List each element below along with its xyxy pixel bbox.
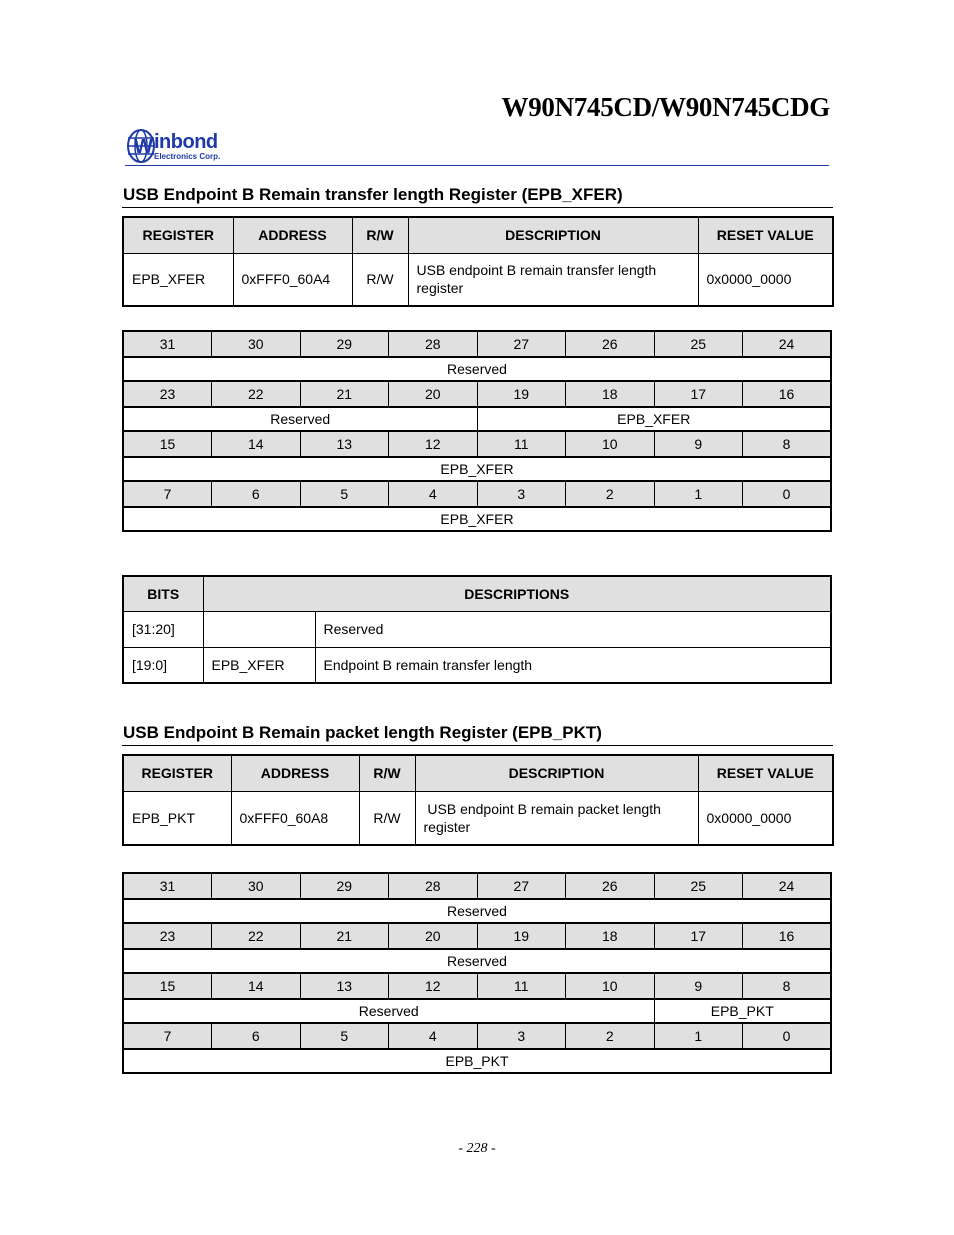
document-title: W90N745CD/W90N745CDG xyxy=(501,92,830,122)
cell-description: Reserved xyxy=(315,611,831,647)
bit-number-row xyxy=(123,381,831,407)
bit-field: EPB_PKT xyxy=(123,1049,831,1073)
logo-word: inbond xyxy=(154,131,218,153)
col-header-descriptions: DESCRIPTIONS xyxy=(203,576,831,611)
cell-rw: R/W xyxy=(352,253,408,306)
bit-field-row xyxy=(123,507,831,531)
bit-number: 31 xyxy=(123,873,212,899)
cell-description: USB endpoint B remain packet length register xyxy=(415,791,698,845)
bit-number: 16 xyxy=(743,381,832,407)
col-header-reset-value: RESET VALUE xyxy=(698,217,833,253)
cell-bits: [19:0] xyxy=(123,647,203,683)
bit-number: 28 xyxy=(389,331,478,357)
bit-number: 12 xyxy=(389,973,478,999)
bit-number: 2 xyxy=(566,481,655,507)
bit-number: 20 xyxy=(389,381,478,407)
bit-number: 9 xyxy=(654,973,743,999)
cell-reset-value: 0x0000_0000 xyxy=(698,791,833,845)
bit-number: 30 xyxy=(212,331,301,357)
bit-number: 14 xyxy=(212,973,301,999)
bit-number: 14 xyxy=(212,431,301,457)
bit-number-row xyxy=(123,923,831,949)
bit-field: Reserved xyxy=(123,407,477,431)
bit-number: 0 xyxy=(743,481,832,507)
section2-title: USB Endpoint B Remain packet length Register (EPB_PKT) xyxy=(123,723,602,742)
bit-number: 3 xyxy=(477,1023,566,1049)
page-number: - 228 - xyxy=(458,1141,496,1156)
bit-number: 7 xyxy=(123,481,212,507)
cell-field xyxy=(203,611,315,647)
col-header-reset-value: RESET VALUE xyxy=(698,755,833,791)
bit-field: EPB_XFER xyxy=(477,407,831,431)
bit-number: 13 xyxy=(300,431,389,457)
bit-field: EPB_XFER xyxy=(123,507,831,531)
bit-number: 19 xyxy=(477,923,566,949)
col-header-description: DESCRIPTION xyxy=(408,217,698,253)
bit-field-row xyxy=(123,1049,831,1073)
bit-number: 5 xyxy=(300,1023,389,1049)
col-header-bits: BITS xyxy=(123,576,203,611)
cell-reset-value: 0x0000_0000 xyxy=(698,253,833,306)
bit-number: 24 xyxy=(743,873,832,899)
bit-number: 27 xyxy=(477,873,566,899)
bit-number: 16 xyxy=(743,923,832,949)
cell-address: 0xFFF0_60A4 xyxy=(233,253,352,306)
bit-field-row xyxy=(123,357,831,381)
bit-field-row xyxy=(123,457,831,481)
bit-number: 18 xyxy=(566,923,655,949)
bit-number-row xyxy=(123,973,831,999)
section1-bit-table xyxy=(122,330,832,532)
cell-rw: R/W xyxy=(359,791,415,845)
bit-number: 21 xyxy=(300,923,389,949)
bit-number: 22 xyxy=(212,381,301,407)
bit-number: 8 xyxy=(743,973,832,999)
bit-number: 12 xyxy=(389,431,478,457)
bit-number: 30 xyxy=(212,873,301,899)
cell-address: 0xFFF0_60A8 xyxy=(231,791,359,845)
logo-subtitle: Electronics Corp. xyxy=(154,152,221,161)
col-header-register: REGISTER xyxy=(123,217,233,253)
bit-number-row xyxy=(123,873,831,899)
bit-number: 25 xyxy=(654,331,743,357)
col-header-rw: R/W xyxy=(352,217,408,253)
bit-number: 31 xyxy=(123,331,212,357)
section1-title: USB Endpoint B Remain transfer length Register (EPB_XFER) xyxy=(123,185,623,204)
bit-number: 25 xyxy=(654,873,743,899)
bit-number: 11 xyxy=(477,431,566,457)
bit-number: 3 xyxy=(477,481,566,507)
bit-number: 22 xyxy=(212,923,301,949)
col-header-description: DESCRIPTION xyxy=(415,755,698,791)
cell-bits: [31:20] xyxy=(123,611,203,647)
cell-description: USB endpoint B remain transfer length register xyxy=(408,253,698,306)
col-header-address: ADDRESS xyxy=(231,755,359,791)
bit-number: 23 xyxy=(123,923,212,949)
header-rule xyxy=(125,165,829,166)
section2-bit-table xyxy=(122,872,832,1074)
col-header-rw: R/W xyxy=(359,755,415,791)
bit-number: 11 xyxy=(477,973,566,999)
bit-number: 2 xyxy=(566,1023,655,1049)
bit-number: 1 xyxy=(654,1023,743,1049)
bit-number: 29 xyxy=(300,873,389,899)
col-header-address: ADDRESS xyxy=(233,217,352,253)
bit-number: 10 xyxy=(566,431,655,457)
bit-number: 9 xyxy=(654,431,743,457)
bit-field: Reserved xyxy=(123,357,831,381)
cell-register: EPB_XFER xyxy=(123,253,233,306)
bit-number-row xyxy=(123,331,831,357)
section2-rule xyxy=(122,745,833,746)
bit-field: EPB_PKT xyxy=(654,999,831,1023)
bit-field-row xyxy=(123,949,831,973)
bit-number: 19 xyxy=(477,381,566,407)
section1-rule xyxy=(122,207,833,208)
bit-number-row xyxy=(123,481,831,507)
bit-number: 17 xyxy=(654,381,743,407)
cell-field: EPB_XFER xyxy=(203,647,315,683)
bit-number: 23 xyxy=(123,381,212,407)
bit-field-row xyxy=(123,407,831,431)
bit-number: 13 xyxy=(300,973,389,999)
bit-number: 20 xyxy=(389,923,478,949)
cell-description: Endpoint B remain transfer length xyxy=(315,647,831,683)
winbond-logo xyxy=(126,126,256,166)
bit-number: 5 xyxy=(300,481,389,507)
bit-field: Reserved xyxy=(123,999,654,1023)
cell-register: EPB_PKT xyxy=(123,791,231,845)
bit-number: 18 xyxy=(566,381,655,407)
bit-number: 26 xyxy=(566,331,655,357)
bit-number: 4 xyxy=(389,481,478,507)
bit-number: 6 xyxy=(212,481,301,507)
bit-number-row xyxy=(123,1023,831,1049)
bit-field: EPB_XFER xyxy=(123,457,831,481)
section2-register-table xyxy=(122,754,834,846)
section1-register-table xyxy=(122,216,834,307)
bit-field: Reserved xyxy=(123,899,831,923)
bit-number: 1 xyxy=(654,481,743,507)
section1-description-table xyxy=(122,575,832,684)
bit-number-row xyxy=(123,431,831,457)
bit-number: 27 xyxy=(477,331,566,357)
bit-number: 26 xyxy=(566,873,655,899)
bit-number: 6 xyxy=(212,1023,301,1049)
svg-text:W: W xyxy=(134,136,153,158)
bit-number: 7 xyxy=(123,1023,212,1049)
bit-field-row xyxy=(123,999,831,1023)
bit-field-row xyxy=(123,899,831,923)
bit-number: 21 xyxy=(300,381,389,407)
bit-field: Reserved xyxy=(123,949,831,973)
bit-number: 24 xyxy=(743,331,832,357)
col-header-register: REGISTER xyxy=(123,755,231,791)
bit-number: 17 xyxy=(654,923,743,949)
bit-number: 0 xyxy=(743,1023,832,1049)
bit-number: 28 xyxy=(389,873,478,899)
bit-number: 8 xyxy=(743,431,832,457)
bit-number: 15 xyxy=(123,973,212,999)
bit-number: 4 xyxy=(389,1023,478,1049)
bit-number: 29 xyxy=(300,331,389,357)
bit-number: 10 xyxy=(566,973,655,999)
bit-number: 15 xyxy=(123,431,212,457)
